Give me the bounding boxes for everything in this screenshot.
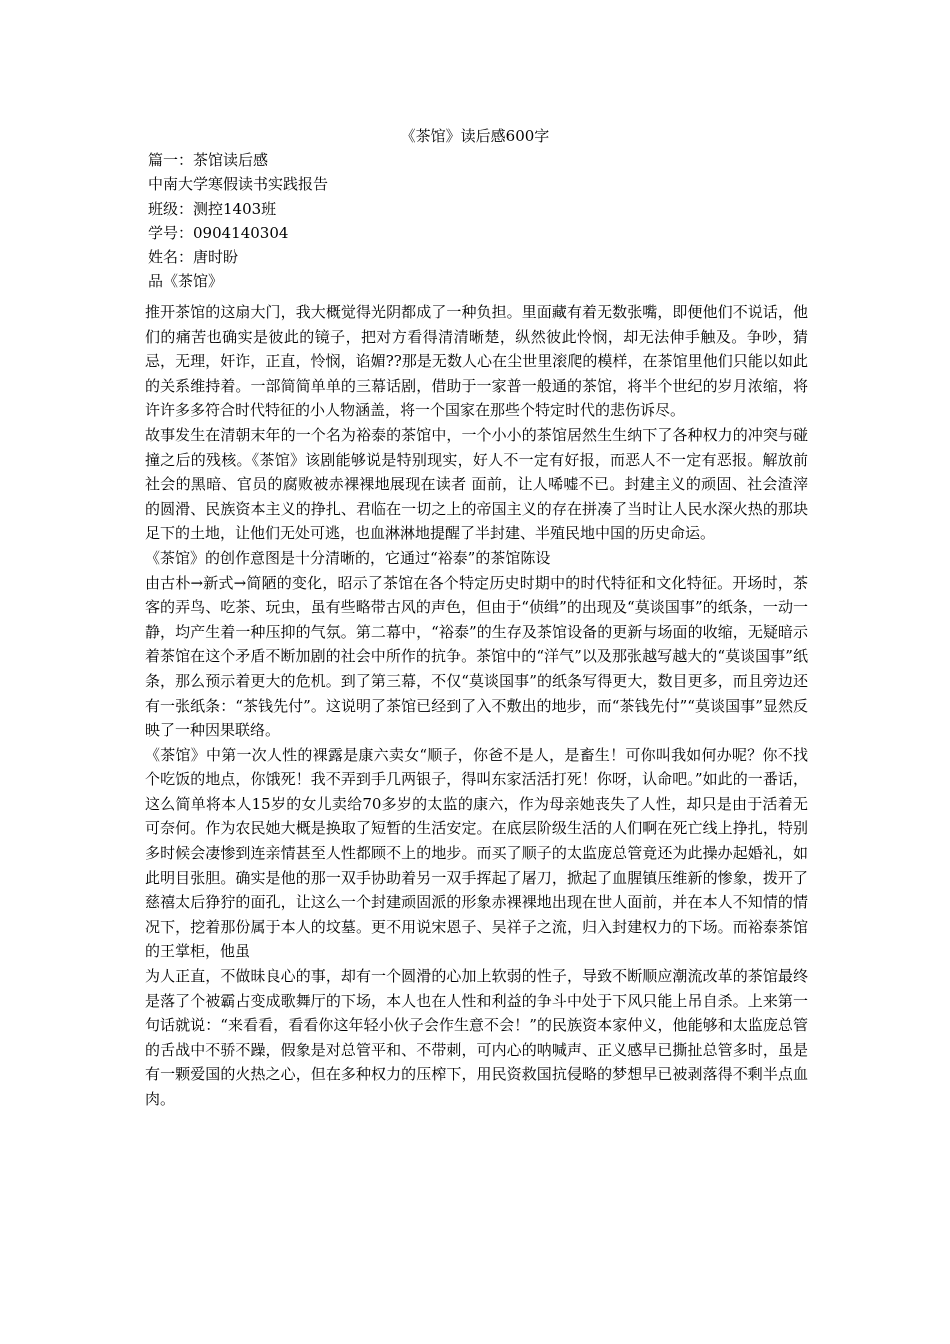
paragraph: 由古朴→新式→简陋的变化，昭示了茶馆在各个特定历史时期中的时代特征和文化特征。开场时，茶客的弄鸟、吃茶、玩虫，虽有些略带古风的声色，但由于“侦缉”的出现及“莫谈国事”的纸条，一动一静，均产生着一种压抑的气氛。第二幕中，“裕泰”的生存及茶馆设备的更新与场面的收缩，无疑暗示着茶馆在这个矛盾不断加剧的社会中所作的抗争。茶馆中的“洋气”以及那张越写越大的“莫谈国事”纸条，那么预示着更大的危机。到了第三幕，不仅“莫谈国事”的纸条写得更大，数目更多，而且旁边还有一张纸条：“茶钱先付”。这说明了茶馆已经到了入不敷出的地步，而“茶钱先付”“莫谈国事”显然反映了一种因果联络。 bbox=[145, 573, 808, 740]
paragraph: 故事发生在清朝末年的一个名为裕泰的茶馆中，一个小小的茶馆居然生生纳下了各种权力的冲突与碰撞之后的残核。《茶馆》该剧能够说是特别现实，好人不一定有好报，而恶人不一定有恶报。解放前社会的黑暗、官员的腐败被赤裸裸地展现在读者 面前，让人唏嘘不已。封建主义的顽固、社会渣滓的圆滑、民族资本主义的挣扎、君临在一切之上的帝国主义的存在拼凑了当时让人民水深火热的那块足下的土地，让他们无处可逃，也血淋淋地提醒了半封建、半殖民地中国的历史命运。 bbox=[145, 425, 808, 543]
paragraph: 《茶馆》的创作意图是十分清晰的，它通过“裕泰”的茶馆陈设 bbox=[145, 548, 551, 567]
section-heading: 篇一：茶馆读后感 bbox=[148, 151, 269, 169]
paragraph: 为人正直，不做昧良心的事，却有一个圆滑的心加上软弱的性子，导致不断顺应潮流改革的茶馆最终是落了个被霸占变成歌舞厅的下场，本人也在人性和利益的争斗中处于下风只能上吊自杀。上来第一句话就说：“来看看，看看你这年轻小伙子会作生意不会！”的民族资本家仲义，他能够和太监庞总管的舌战中不骄不躁，假象是对总管平和、不带刺，可内心的呐喊声、正义感早已撕扯总管多时，虽是有一颗爱国的火热之心，但在多种权力的压榨下，用民资救国抗侵略的梦想早已被剥落得不剩半点血肉。 bbox=[145, 967, 808, 1108]
student-name-line: 姓名：唐时盼 bbox=[148, 248, 239, 267]
essay-subtitle: 品《茶馆》 bbox=[148, 272, 224, 291]
document-title: 《茶馆》读后感600字 bbox=[400, 127, 550, 145]
report-name: 中南大学寒假读书实践报告 bbox=[148, 175, 329, 194]
student-id-line: 学号：0904140304 bbox=[148, 223, 289, 242]
paragraph: 《茶馆》中第一次人性的裸露是康六卖女“顺子，你爸不是人，是畜生！可你叫我如何办呢？你不找个吃饭的地点，你饿死！我不弄到手几两银子，得叫东家活活打死！你呀，认命吧。”如此的一番话，这么简单将本人15岁的女儿卖给70多岁的太监的康六，作为母亲她丧失了人性，却只是由于活着无可奈何。作为农民她大概是换取了短暂的生活安定。在底层阶级生活的人们啊在死亡线上挣扎，特别多时候会凄惨到连亲情甚至人性都顾不上的地步。而买了顺子的太监庞总管竟还为此操办起婚礼，如此明目张胆。确实是他的那一双手协助着另一双手挥起了屠刀，掀起了血腥镇压维新的惨象，拨开了慈禧太后狰狞的面孔，让这么一个封建顽固派的形象赤裸裸地出现在世人面前，并在本人不知情的情况下，挖着那份属于本人的坟墓。更不用说宋恩子、吴祥子之流，归入封建权力的下场。而裕泰茶馆的王掌柜，他虽 bbox=[145, 745, 808, 961]
report-header bbox=[148, 148, 808, 294]
essay-body bbox=[145, 300, 808, 1112]
paragraph: 推开茶馆的这扇大门，我大概觉得光阴都成了一种负担。里面藏有着无数张嘴，即便他们不说话，他们的痛苦也确实是彼此的镜子，把对方看得清清晰楚，纵然彼此怜悯，却无法伸手触及。争吵，猜忌，无理，奸诈，正直，怜悯，谄媚??那是无数人心在尘世里滚爬的模样，在茶馆里他们只能以如此的关系维持着。一部简简单单的三幕话剧，借助于一家普一般通的茶馆，将半个世纪的岁月浓缩，将许许多多符合时代特征的小人物涵盖，将一个国家在那些个特定时代的悲伤诉尽。 bbox=[145, 303, 808, 420]
class-line: 班级：测控1403班 bbox=[148, 199, 277, 218]
